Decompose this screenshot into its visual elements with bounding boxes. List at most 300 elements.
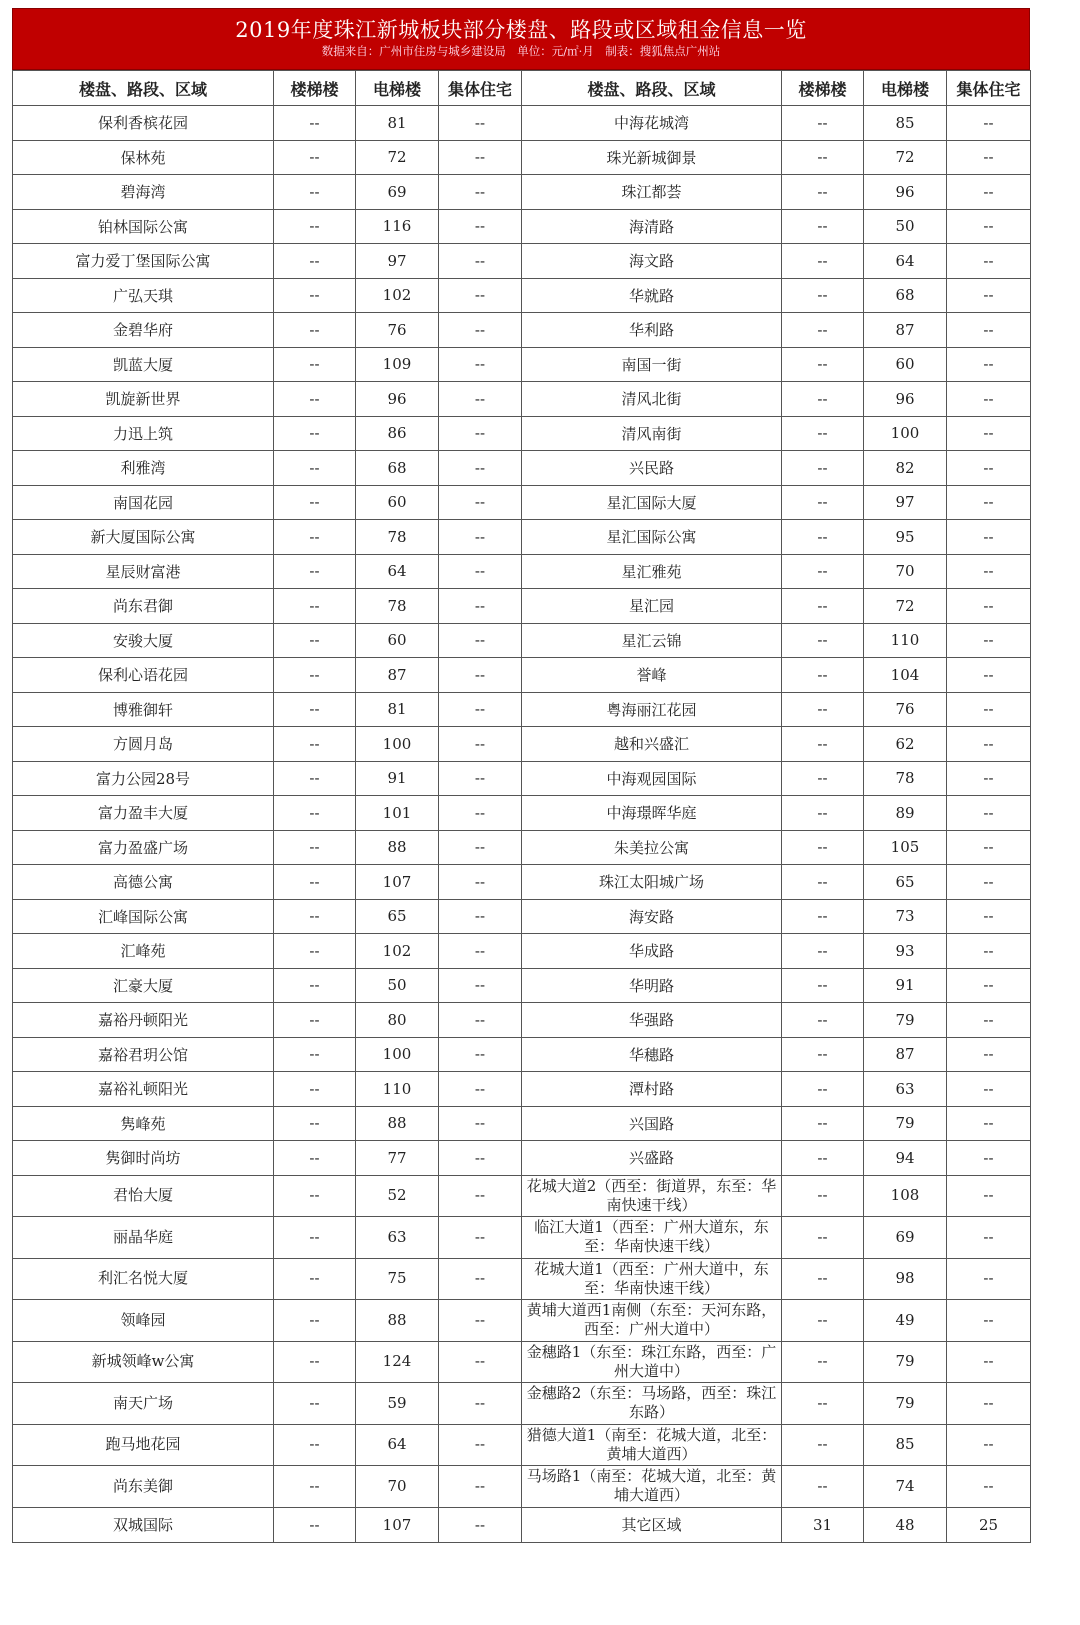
right-elevator-price-cell: 85 bbox=[864, 106, 947, 141]
right-elevator-price-cell: 60 bbox=[864, 347, 947, 382]
right-collective-price-cell: -- bbox=[947, 554, 1031, 589]
left-elevator-price-cell: 64 bbox=[356, 554, 439, 589]
left-collective-price-cell: -- bbox=[439, 968, 522, 1003]
left-stair-price-cell: -- bbox=[274, 382, 356, 417]
right-stair-price-cell: -- bbox=[782, 416, 864, 451]
left-name-cell: 跑马地花园 bbox=[13, 1424, 274, 1466]
column-header: 集体住宅 bbox=[947, 71, 1031, 106]
table-row bbox=[13, 1341, 1031, 1383]
right-stair-price-cell: -- bbox=[782, 1341, 864, 1383]
right-stair-price-cell: -- bbox=[782, 1466, 864, 1508]
table-row bbox=[13, 761, 1031, 796]
right-collective-price-cell: -- bbox=[947, 1466, 1031, 1508]
left-name-cell: 嘉裕丹顿阳光 bbox=[13, 1003, 274, 1038]
right-stair-price-cell: -- bbox=[782, 485, 864, 520]
right-elevator-price-cell: 68 bbox=[864, 278, 947, 313]
column-header: 电梯楼 bbox=[864, 71, 947, 106]
left-stair-price-cell: -- bbox=[274, 244, 356, 279]
right-collective-price-cell: -- bbox=[947, 761, 1031, 796]
right-name-cell: 海清路 bbox=[522, 209, 782, 244]
right-elevator-price-cell: 48 bbox=[864, 1507, 947, 1542]
right-stair-price-cell: -- bbox=[782, 589, 864, 624]
right-collective-price-cell: -- bbox=[947, 140, 1031, 175]
left-collective-price-cell: -- bbox=[439, 796, 522, 831]
right-elevator-price-cell: 105 bbox=[864, 830, 947, 865]
left-collective-price-cell: -- bbox=[439, 1217, 522, 1259]
table-row bbox=[13, 1424, 1031, 1466]
right-stair-price-cell: -- bbox=[782, 382, 864, 417]
right-name-cell: 珠江太阳城广场 bbox=[522, 865, 782, 900]
right-name-cell: 黄埔大道西1南侧（东至：天河东路，西至：广州大道中） bbox=[522, 1300, 782, 1342]
left-collective-price-cell: -- bbox=[439, 451, 522, 486]
table-row bbox=[13, 1383, 1031, 1425]
right-elevator-price-cell: 95 bbox=[864, 520, 947, 555]
table-row bbox=[13, 1466, 1031, 1508]
right-elevator-price-cell: 50 bbox=[864, 209, 947, 244]
right-collective-price-cell: -- bbox=[947, 175, 1031, 210]
table-row bbox=[13, 347, 1031, 382]
left-name-cell: 君怡大厦 bbox=[13, 1175, 274, 1217]
right-stair-price-cell: -- bbox=[782, 1424, 864, 1466]
table-row bbox=[13, 554, 1031, 589]
left-collective-price-cell: -- bbox=[439, 278, 522, 313]
table-row bbox=[13, 1037, 1031, 1072]
left-name-cell: 隽峰苑 bbox=[13, 1106, 274, 1141]
right-name-cell: 华明路 bbox=[522, 968, 782, 1003]
left-elevator-price-cell: 63 bbox=[356, 1217, 439, 1259]
right-stair-price-cell: -- bbox=[782, 1141, 864, 1176]
right-elevator-price-cell: 69 bbox=[864, 1217, 947, 1259]
right-collective-price-cell: -- bbox=[947, 416, 1031, 451]
right-name-cell: 海文路 bbox=[522, 244, 782, 279]
left-name-cell: 碧海湾 bbox=[13, 175, 274, 210]
right-collective-price-cell: -- bbox=[947, 1003, 1031, 1038]
left-collective-price-cell: -- bbox=[439, 106, 522, 141]
table-row bbox=[13, 1141, 1031, 1176]
right-elevator-price-cell: 63 bbox=[864, 1072, 947, 1107]
right-name-cell: 金穗路1（东至：珠江东路，西至：广州大道中） bbox=[522, 1341, 782, 1383]
left-elevator-price-cell: 97 bbox=[356, 244, 439, 279]
left-elevator-price-cell: 59 bbox=[356, 1383, 439, 1425]
left-elevator-price-cell: 107 bbox=[356, 1507, 439, 1542]
right-stair-price-cell: -- bbox=[782, 658, 864, 693]
table-row bbox=[13, 796, 1031, 831]
left-collective-price-cell: -- bbox=[439, 865, 522, 900]
left-name-cell: 利汇名悦大厦 bbox=[13, 1258, 274, 1300]
left-stair-price-cell: -- bbox=[274, 175, 356, 210]
left-collective-price-cell: -- bbox=[439, 140, 522, 175]
right-name-cell: 中海观园国际 bbox=[522, 761, 782, 796]
right-collective-price-cell: -- bbox=[947, 347, 1031, 382]
left-name-cell: 利雅湾 bbox=[13, 451, 274, 486]
right-name-cell: 金穗路2（东至：马场路，西至：珠江东路） bbox=[522, 1383, 782, 1425]
left-stair-price-cell: -- bbox=[274, 1003, 356, 1038]
left-name-cell: 铂林国际公寓 bbox=[13, 209, 274, 244]
right-collective-price-cell: -- bbox=[947, 382, 1031, 417]
table-row bbox=[13, 1003, 1031, 1038]
rent-table bbox=[12, 70, 1031, 1543]
right-collective-price-cell: -- bbox=[947, 865, 1031, 900]
right-collective-price-cell: -- bbox=[947, 1341, 1031, 1383]
left-stair-price-cell: -- bbox=[274, 899, 356, 934]
right-collective-price-cell: -- bbox=[947, 1383, 1031, 1425]
left-stair-price-cell: -- bbox=[274, 1175, 356, 1217]
left-elevator-price-cell: 52 bbox=[356, 1175, 439, 1217]
table-row bbox=[13, 313, 1031, 348]
right-collective-price-cell: -- bbox=[947, 589, 1031, 624]
left-elevator-price-cell: 88 bbox=[356, 830, 439, 865]
right-stair-price-cell: -- bbox=[782, 140, 864, 175]
left-collective-price-cell: -- bbox=[439, 761, 522, 796]
right-stair-price-cell: -- bbox=[782, 451, 864, 486]
left-name-cell: 保利心语花园 bbox=[13, 658, 274, 693]
left-stair-price-cell: -- bbox=[274, 658, 356, 693]
page-title: 2019年度珠江新城板块部分楼盘、路段或区域租金信息一览 bbox=[235, 18, 807, 42]
left-stair-price-cell: -- bbox=[274, 1424, 356, 1466]
left-name-cell: 新大厦国际公寓 bbox=[13, 520, 274, 555]
left-collective-price-cell: -- bbox=[439, 589, 522, 624]
table-row bbox=[13, 175, 1031, 210]
table-row bbox=[13, 623, 1031, 658]
right-stair-price-cell: -- bbox=[782, 313, 864, 348]
table-row bbox=[13, 1258, 1031, 1300]
right-elevator-price-cell: 100 bbox=[864, 416, 947, 451]
right-name-cell: 越和兴盛汇 bbox=[522, 727, 782, 762]
left-stair-price-cell: -- bbox=[274, 692, 356, 727]
left-name-cell: 金碧华府 bbox=[13, 313, 274, 348]
left-collective-price-cell: -- bbox=[439, 899, 522, 934]
left-stair-price-cell: -- bbox=[274, 1466, 356, 1508]
right-name-cell: 潭村路 bbox=[522, 1072, 782, 1107]
left-stair-price-cell: -- bbox=[274, 520, 356, 555]
right-stair-price-cell: -- bbox=[782, 1258, 864, 1300]
right-name-cell: 清风南街 bbox=[522, 416, 782, 451]
table-row bbox=[13, 244, 1031, 279]
left-elevator-price-cell: 86 bbox=[356, 416, 439, 451]
left-stair-price-cell: -- bbox=[274, 106, 356, 141]
left-stair-price-cell: -- bbox=[274, 727, 356, 762]
column-header: 楼盘、路段、区域 bbox=[522, 71, 782, 106]
right-name-cell: 海安路 bbox=[522, 899, 782, 934]
left-elevator-price-cell: 87 bbox=[356, 658, 439, 693]
right-stair-price-cell: -- bbox=[782, 520, 864, 555]
left-elevator-price-cell: 116 bbox=[356, 209, 439, 244]
table-row bbox=[13, 830, 1031, 865]
left-elevator-price-cell: 100 bbox=[356, 1037, 439, 1072]
left-elevator-price-cell: 88 bbox=[356, 1300, 439, 1342]
column-header: 楼盘、路段、区域 bbox=[13, 71, 274, 106]
right-collective-price-cell: -- bbox=[947, 451, 1031, 486]
right-elevator-price-cell: 74 bbox=[864, 1466, 947, 1508]
left-elevator-price-cell: 65 bbox=[356, 899, 439, 934]
right-elevator-price-cell: 94 bbox=[864, 1141, 947, 1176]
left-name-cell: 力迅上筑 bbox=[13, 416, 274, 451]
left-stair-price-cell: -- bbox=[274, 589, 356, 624]
right-elevator-price-cell: 79 bbox=[864, 1106, 947, 1141]
left-name-cell: 凯旋新世界 bbox=[13, 382, 274, 417]
right-name-cell: 珠江都荟 bbox=[522, 175, 782, 210]
left-stair-price-cell: -- bbox=[274, 451, 356, 486]
right-name-cell: 猎德大道1（南至：花城大道，北至：黄埔大道西） bbox=[522, 1424, 782, 1466]
right-collective-price-cell: -- bbox=[947, 796, 1031, 831]
right-stair-price-cell: -- bbox=[782, 1217, 864, 1259]
left-elevator-price-cell: 72 bbox=[356, 140, 439, 175]
right-collective-price-cell: -- bbox=[947, 313, 1031, 348]
left-name-cell: 保利香槟花园 bbox=[13, 106, 274, 141]
left-stair-price-cell: -- bbox=[274, 1217, 356, 1259]
right-stair-price-cell: -- bbox=[782, 1003, 864, 1038]
right-name-cell: 星汇国际公寓 bbox=[522, 520, 782, 555]
right-elevator-price-cell: 82 bbox=[864, 451, 947, 486]
left-stair-price-cell: -- bbox=[274, 554, 356, 589]
rent-table-document bbox=[12, 8, 1030, 1543]
left-stair-price-cell: -- bbox=[274, 209, 356, 244]
right-collective-price-cell: -- bbox=[947, 485, 1031, 520]
left-name-cell: 富力盈丰大厦 bbox=[13, 796, 274, 831]
right-collective-price-cell: -- bbox=[947, 968, 1031, 1003]
right-name-cell: 中海花城湾 bbox=[522, 106, 782, 141]
left-collective-price-cell: -- bbox=[439, 416, 522, 451]
header-row bbox=[13, 71, 1031, 106]
right-name-cell: 星汇云锦 bbox=[522, 623, 782, 658]
table-row bbox=[13, 658, 1031, 693]
right-elevator-price-cell: 87 bbox=[864, 313, 947, 348]
left-collective-price-cell: -- bbox=[439, 1300, 522, 1342]
left-elevator-price-cell: 76 bbox=[356, 313, 439, 348]
right-name-cell: 其它区域 bbox=[522, 1507, 782, 1542]
left-elevator-price-cell: 102 bbox=[356, 278, 439, 313]
left-stair-price-cell: -- bbox=[274, 1300, 356, 1342]
left-stair-price-cell: -- bbox=[274, 796, 356, 831]
right-stair-price-cell: -- bbox=[782, 1106, 864, 1141]
left-stair-price-cell: -- bbox=[274, 1341, 356, 1383]
right-stair-price-cell: -- bbox=[782, 761, 864, 796]
table-row bbox=[13, 1072, 1031, 1107]
right-name-cell: 花城大道2（西至：街道界，东至：华南快速干线） bbox=[522, 1175, 782, 1217]
left-collective-price-cell: -- bbox=[439, 1003, 522, 1038]
left-elevator-price-cell: 75 bbox=[356, 1258, 439, 1300]
right-elevator-price-cell: 72 bbox=[864, 589, 947, 624]
left-elevator-price-cell: 110 bbox=[356, 1072, 439, 1107]
right-stair-price-cell: -- bbox=[782, 1383, 864, 1425]
right-stair-price-cell: -- bbox=[782, 244, 864, 279]
table-row bbox=[13, 1106, 1031, 1141]
left-elevator-price-cell: 77 bbox=[356, 1141, 439, 1176]
right-elevator-price-cell: 89 bbox=[864, 796, 947, 831]
left-stair-price-cell: -- bbox=[274, 485, 356, 520]
right-collective-price-cell: -- bbox=[947, 209, 1031, 244]
right-stair-price-cell: -- bbox=[782, 623, 864, 658]
left-name-cell: 嘉裕君玥公馆 bbox=[13, 1037, 274, 1072]
right-elevator-price-cell: 62 bbox=[864, 727, 947, 762]
right-collective-price-cell: -- bbox=[947, 1175, 1031, 1217]
right-elevator-price-cell: 72 bbox=[864, 140, 947, 175]
table-row bbox=[13, 106, 1031, 141]
table-row bbox=[13, 1217, 1031, 1259]
left-collective-price-cell: -- bbox=[439, 1106, 522, 1141]
right-collective-price-cell: -- bbox=[947, 658, 1031, 693]
table-row bbox=[13, 692, 1031, 727]
table-row bbox=[13, 899, 1031, 934]
right-stair-price-cell: -- bbox=[782, 968, 864, 1003]
right-collective-price-cell: -- bbox=[947, 106, 1031, 141]
left-collective-price-cell: -- bbox=[439, 1466, 522, 1508]
right-stair-price-cell: -- bbox=[782, 865, 864, 900]
left-stair-price-cell: -- bbox=[274, 1106, 356, 1141]
right-collective-price-cell: -- bbox=[947, 1141, 1031, 1176]
left-elevator-price-cell: 64 bbox=[356, 1424, 439, 1466]
right-elevator-price-cell: 108 bbox=[864, 1175, 947, 1217]
left-name-cell: 安骏大厦 bbox=[13, 623, 274, 658]
left-elevator-price-cell: 50 bbox=[356, 968, 439, 1003]
left-stair-price-cell: -- bbox=[274, 1037, 356, 1072]
left-stair-price-cell: -- bbox=[274, 416, 356, 451]
right-name-cell: 花城大道1（西至：广州大道中，东至：华南快速干线） bbox=[522, 1258, 782, 1300]
left-elevator-price-cell: 81 bbox=[356, 106, 439, 141]
left-collective-price-cell: -- bbox=[439, 934, 522, 969]
right-stair-price-cell: -- bbox=[782, 278, 864, 313]
right-stair-price-cell: -- bbox=[782, 796, 864, 831]
table-row bbox=[13, 1507, 1031, 1542]
table-row bbox=[13, 934, 1031, 969]
column-header: 楼梯楼 bbox=[274, 71, 356, 106]
right-stair-price-cell: -- bbox=[782, 209, 864, 244]
right-name-cell: 朱美拉公寓 bbox=[522, 830, 782, 865]
left-collective-price-cell: -- bbox=[439, 313, 522, 348]
right-stair-price-cell: 31 bbox=[782, 1507, 864, 1542]
table-row bbox=[13, 1175, 1031, 1217]
right-collective-price-cell: -- bbox=[947, 830, 1031, 865]
left-elevator-price-cell: 81 bbox=[356, 692, 439, 727]
left-elevator-price-cell: 60 bbox=[356, 485, 439, 520]
left-stair-price-cell: -- bbox=[274, 1507, 356, 1542]
right-elevator-price-cell: 65 bbox=[864, 865, 947, 900]
right-elevator-price-cell: 104 bbox=[864, 658, 947, 693]
left-elevator-price-cell: 60 bbox=[356, 623, 439, 658]
right-stair-price-cell: -- bbox=[782, 899, 864, 934]
right-name-cell: 华穗路 bbox=[522, 1037, 782, 1072]
right-elevator-price-cell: 73 bbox=[864, 899, 947, 934]
left-name-cell: 富力爱丁堡国际公寓 bbox=[13, 244, 274, 279]
left-name-cell: 隽御时尚坊 bbox=[13, 1141, 274, 1176]
right-collective-price-cell: -- bbox=[947, 1217, 1031, 1259]
left-name-cell: 汇峰国际公寓 bbox=[13, 899, 274, 934]
right-collective-price-cell: -- bbox=[947, 934, 1031, 969]
right-elevator-price-cell: 64 bbox=[864, 244, 947, 279]
left-stair-price-cell: -- bbox=[274, 347, 356, 382]
table-row bbox=[13, 520, 1031, 555]
left-name-cell: 高德公寓 bbox=[13, 865, 274, 900]
table-row bbox=[13, 382, 1031, 417]
table-row bbox=[13, 140, 1031, 175]
right-name-cell: 中海璟晖华庭 bbox=[522, 796, 782, 831]
right-elevator-price-cell: 93 bbox=[864, 934, 947, 969]
left-stair-price-cell: -- bbox=[274, 140, 356, 175]
right-name-cell: 南国一街 bbox=[522, 347, 782, 382]
right-collective-price-cell: -- bbox=[947, 1258, 1031, 1300]
right-elevator-price-cell: 97 bbox=[864, 485, 947, 520]
right-collective-price-cell: -- bbox=[947, 899, 1031, 934]
column-header: 集体住宅 bbox=[439, 71, 522, 106]
right-name-cell: 马场路1（南至：花城大道，北至：黄埔大道西） bbox=[522, 1466, 782, 1508]
right-name-cell: 华成路 bbox=[522, 934, 782, 969]
left-stair-price-cell: -- bbox=[274, 313, 356, 348]
left-elevator-price-cell: 69 bbox=[356, 175, 439, 210]
left-collective-price-cell: -- bbox=[439, 658, 522, 693]
right-elevator-price-cell: 76 bbox=[864, 692, 947, 727]
left-collective-price-cell: -- bbox=[439, 244, 522, 279]
left-collective-price-cell: -- bbox=[439, 1507, 522, 1542]
left-stair-price-cell: -- bbox=[274, 1383, 356, 1425]
right-name-cell: 誉峰 bbox=[522, 658, 782, 693]
table-row bbox=[13, 278, 1031, 313]
right-stair-price-cell: -- bbox=[782, 934, 864, 969]
table-row bbox=[13, 1300, 1031, 1342]
left-elevator-price-cell: 107 bbox=[356, 865, 439, 900]
left-collective-price-cell: -- bbox=[439, 209, 522, 244]
left-name-cell: 丽晶华庭 bbox=[13, 1217, 274, 1259]
left-name-cell: 博雅御轩 bbox=[13, 692, 274, 727]
right-name-cell: 华强路 bbox=[522, 1003, 782, 1038]
left-name-cell: 尚东美御 bbox=[13, 1466, 274, 1508]
right-elevator-price-cell: 70 bbox=[864, 554, 947, 589]
left-elevator-price-cell: 88 bbox=[356, 1106, 439, 1141]
column-header: 楼梯楼 bbox=[782, 71, 864, 106]
left-elevator-price-cell: 109 bbox=[356, 347, 439, 382]
right-stair-price-cell: -- bbox=[782, 692, 864, 727]
table-row bbox=[13, 865, 1031, 900]
left-elevator-price-cell: 78 bbox=[356, 589, 439, 624]
right-stair-price-cell: -- bbox=[782, 175, 864, 210]
left-elevator-price-cell: 101 bbox=[356, 796, 439, 831]
left-name-cell: 方圆月岛 bbox=[13, 727, 274, 762]
right-stair-price-cell: -- bbox=[782, 1037, 864, 1072]
right-elevator-price-cell: 98 bbox=[864, 1258, 947, 1300]
left-collective-price-cell: -- bbox=[439, 1258, 522, 1300]
right-collective-price-cell: -- bbox=[947, 244, 1031, 279]
right-name-cell: 清风北街 bbox=[522, 382, 782, 417]
left-collective-price-cell: -- bbox=[439, 1383, 522, 1425]
right-elevator-price-cell: 96 bbox=[864, 382, 947, 417]
left-stair-price-cell: -- bbox=[274, 1141, 356, 1176]
left-name-cell: 汇豪大厦 bbox=[13, 968, 274, 1003]
left-elevator-price-cell: 102 bbox=[356, 934, 439, 969]
right-elevator-price-cell: 87 bbox=[864, 1037, 947, 1072]
left-name-cell: 新城领峰w公寓 bbox=[13, 1341, 274, 1383]
right-collective-price-cell: -- bbox=[947, 1072, 1031, 1107]
left-collective-price-cell: -- bbox=[439, 554, 522, 589]
right-name-cell: 华利路 bbox=[522, 313, 782, 348]
right-name-cell: 临江大道1（西至：广州大道东，东至：华南快速干线） bbox=[522, 1217, 782, 1259]
left-elevator-price-cell: 91 bbox=[356, 761, 439, 796]
left-collective-price-cell: -- bbox=[439, 1341, 522, 1383]
left-stair-price-cell: -- bbox=[274, 1072, 356, 1107]
table-row bbox=[13, 451, 1031, 486]
left-name-cell: 广弘天琪 bbox=[13, 278, 274, 313]
left-name-cell: 嘉裕礼顿阳光 bbox=[13, 1072, 274, 1107]
right-collective-price-cell: -- bbox=[947, 1106, 1031, 1141]
left-collective-price-cell: -- bbox=[439, 1037, 522, 1072]
left-name-cell: 南天广场 bbox=[13, 1383, 274, 1425]
right-elevator-price-cell: 79 bbox=[864, 1341, 947, 1383]
title-banner bbox=[12, 8, 1030, 70]
left-name-cell: 南国花园 bbox=[13, 485, 274, 520]
left-collective-price-cell: -- bbox=[439, 692, 522, 727]
right-name-cell: 星汇雅苑 bbox=[522, 554, 782, 589]
right-collective-price-cell: -- bbox=[947, 1424, 1031, 1466]
right-stair-price-cell: -- bbox=[782, 347, 864, 382]
right-collective-price-cell: -- bbox=[947, 623, 1031, 658]
